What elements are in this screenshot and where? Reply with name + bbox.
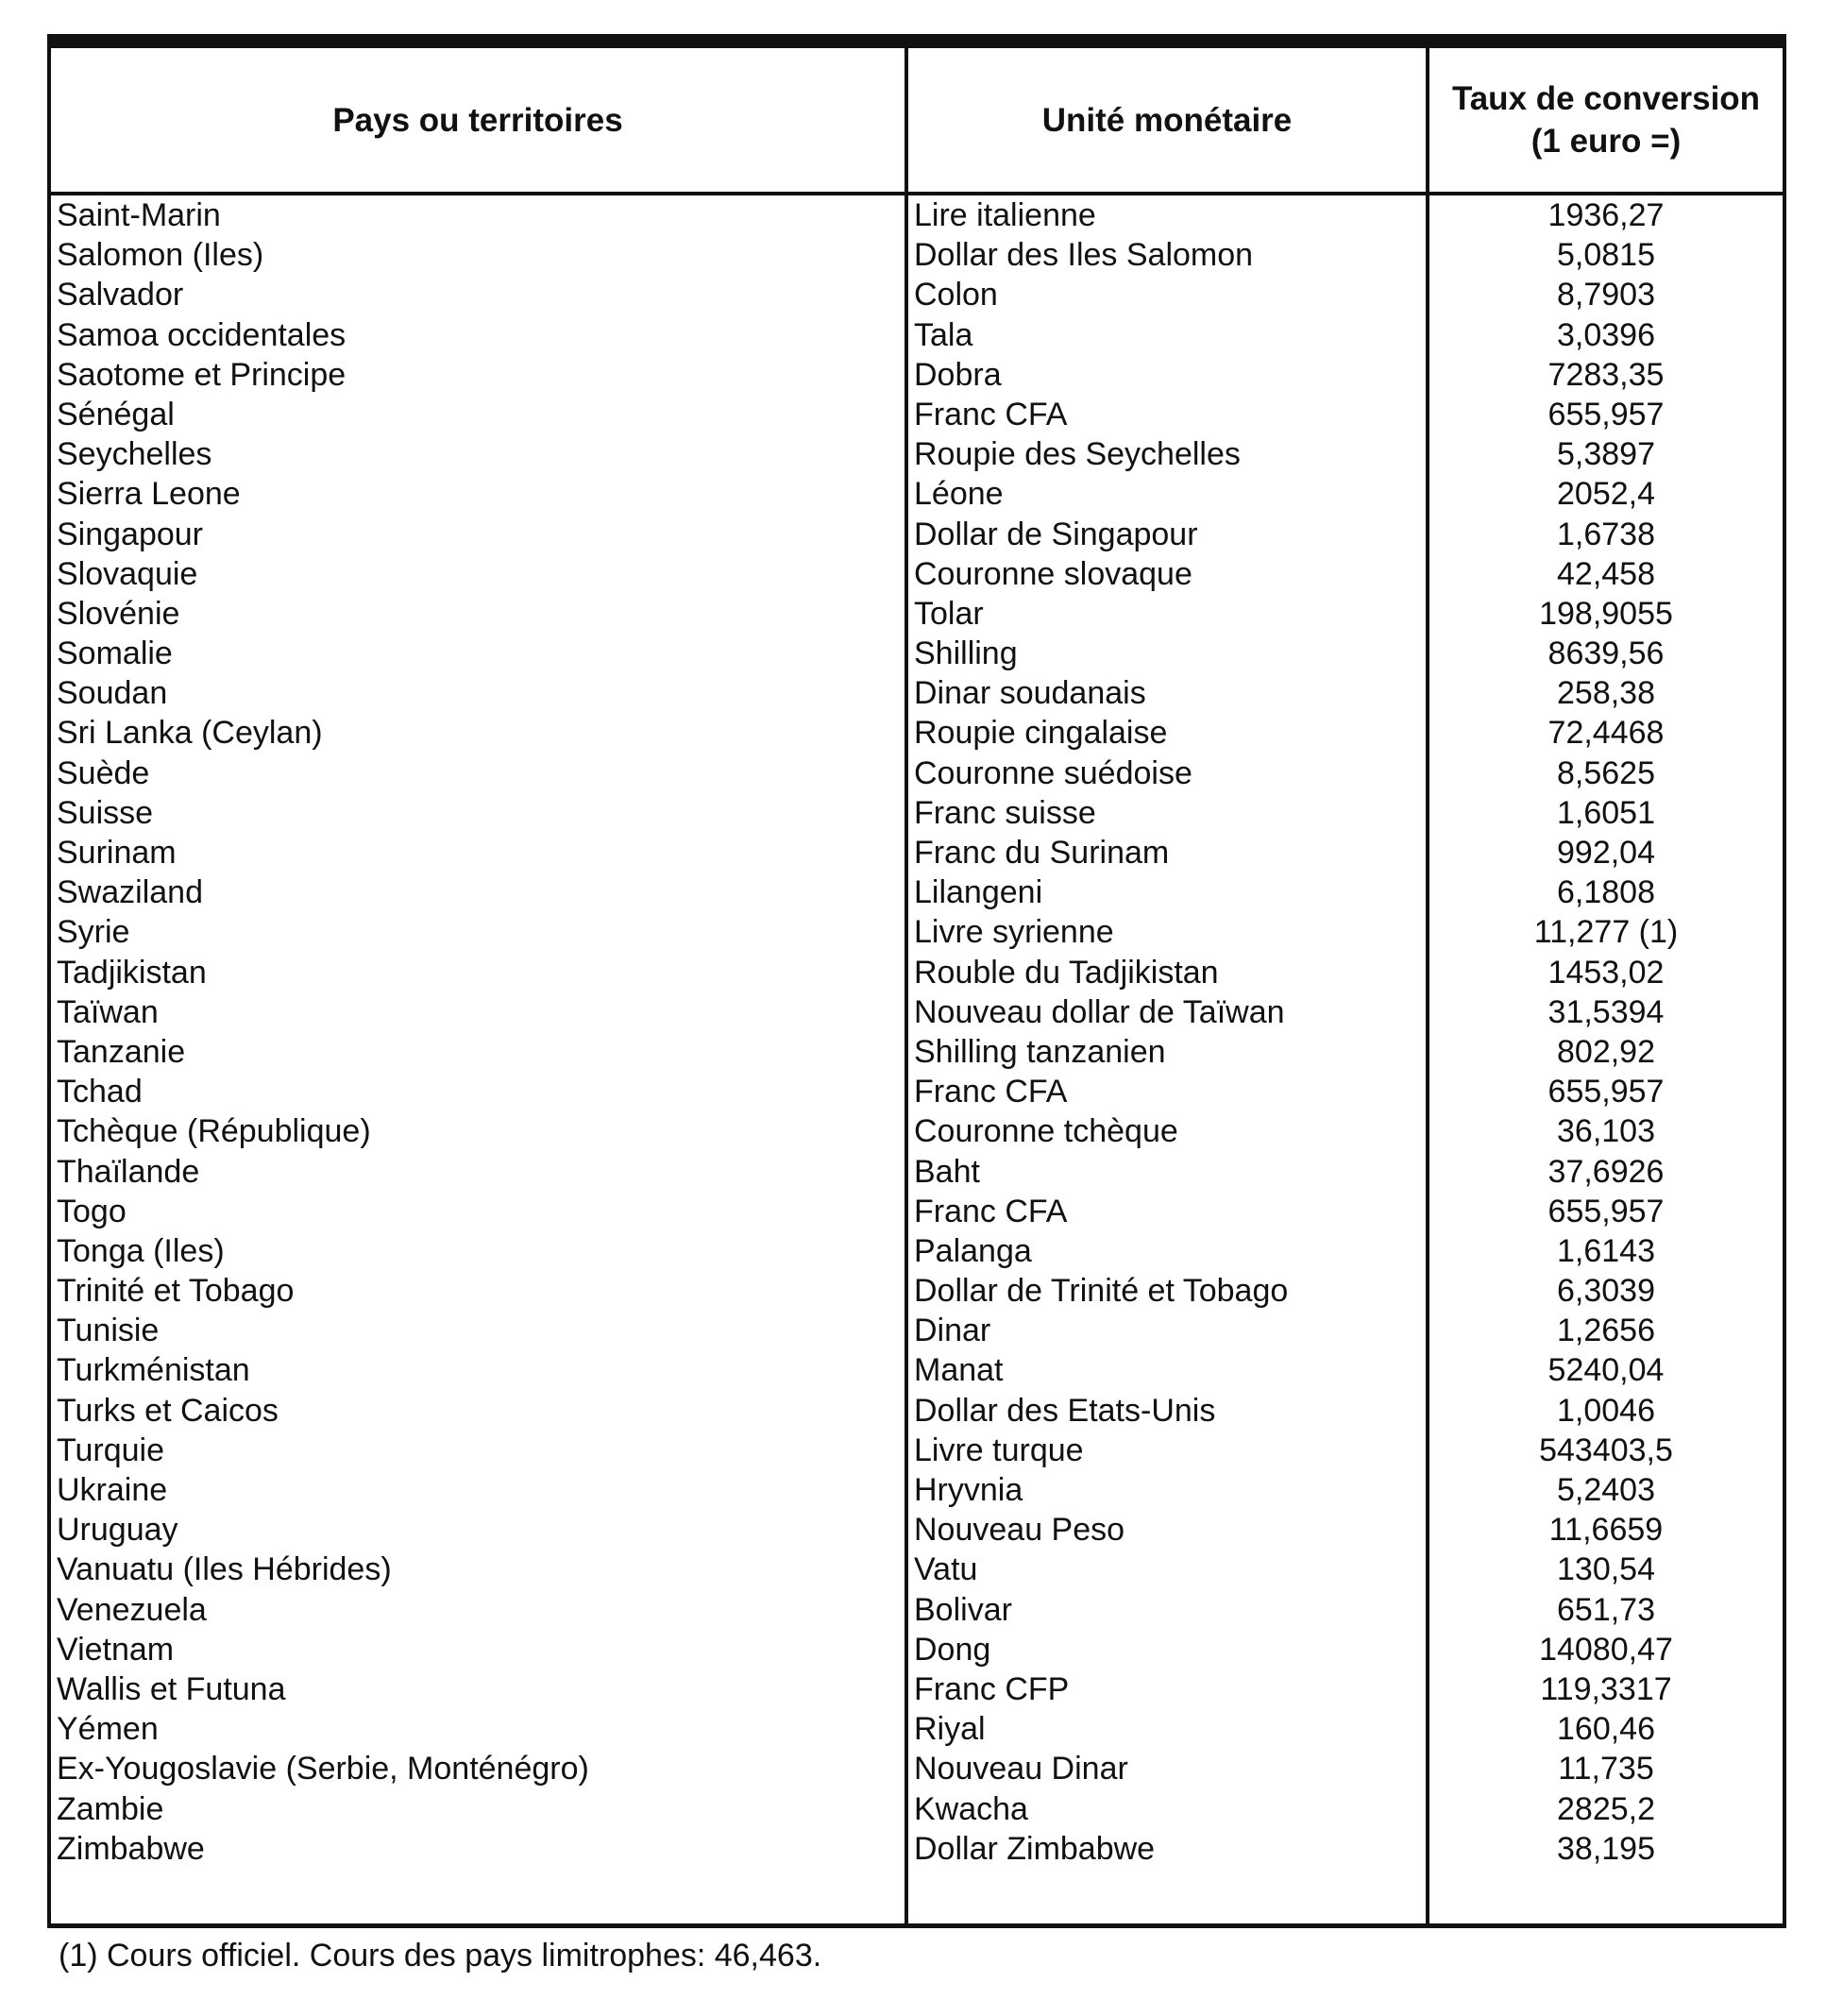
cell-currency: Lire italienne	[914, 197, 1096, 233]
cell-rate: 651,73	[1557, 1591, 1655, 1628]
cell-country: Saint-Marin	[57, 197, 221, 233]
cell-country: Seychelles	[57, 436, 212, 473]
cell-country: Tadjikistan	[57, 954, 207, 991]
cell-currency: Franc suisse	[914, 794, 1096, 831]
table-row	[51, 793, 1783, 833]
cell-currency: Dollar Zimbabwe	[914, 1830, 1156, 1867]
table-row	[51, 1590, 1783, 1630]
table-row	[51, 1669, 1783, 1709]
cell-rate: 11,735	[1558, 1751, 1654, 1787]
cell-country: Vanuatu (Iles Hébrides)	[57, 1551, 392, 1588]
cell-country: Suède	[57, 754, 150, 791]
cell-rate: 37,6926	[1547, 1153, 1665, 1190]
cell-country: Sierra Leone	[57, 476, 241, 513]
cell-currency: Dinar	[914, 1313, 991, 1349]
table-row	[51, 1470, 1783, 1510]
cell-rate: 1,6051	[1557, 794, 1655, 831]
table-row	[51, 355, 1783, 395]
table-row	[51, 754, 1783, 793]
cell-country: Taïwan	[57, 993, 159, 1030]
cell-currency: Couronne slovaque	[914, 555, 1192, 592]
cell-country: Saotome et Principe	[57, 356, 347, 393]
cell-currency: Riyal	[914, 1711, 986, 1748]
footnote: (1) Cours officiel. Cours des pays limitrophes: 46,463.	[59, 1938, 822, 1974]
header-rate	[1429, 48, 1783, 192]
table-body	[51, 195, 1783, 1869]
cell-rate: 1,2656	[1557, 1313, 1655, 1349]
cell-currency: Kwacha	[914, 1790, 1028, 1827]
cell-country: Tchad	[57, 1074, 143, 1110]
cell-rate: 2052,4	[1557, 476, 1655, 513]
cell-country: Soudan	[57, 675, 168, 712]
cell-currency: Shilling	[914, 635, 1018, 672]
cell-rate: 7283,35	[1547, 356, 1665, 393]
table-row	[51, 1152, 1783, 1192]
table-row	[51, 953, 1783, 992]
table-row	[51, 872, 1783, 912]
cell-currency: Dollar de Singapour	[914, 516, 1198, 552]
cell-country: Turkménistan	[57, 1352, 250, 1389]
cell-country: Turquie	[57, 1432, 165, 1468]
cell-rate: 14080,47	[1539, 1631, 1673, 1668]
cell-country: Vietnam	[57, 1631, 175, 1668]
cell-rate: 992,04	[1557, 835, 1655, 871]
table-row	[51, 1630, 1783, 1669]
cell-currency: Shilling tanzanien	[914, 1033, 1166, 1070]
cell-country: Zambie	[57, 1790, 164, 1827]
cell-rate: 6,3039	[1557, 1273, 1655, 1310]
cell-rate: 1936,27	[1547, 197, 1665, 233]
cell-country: Tchèque (République)	[57, 1113, 371, 1150]
cell-country: Samoa occidentales	[57, 316, 347, 353]
table-row	[51, 912, 1783, 952]
cell-currency: Couronne suédoise	[914, 754, 1192, 791]
cell-currency: Léone	[914, 476, 1004, 513]
table-header	[51, 48, 1783, 195]
cell-rate: 72,4468	[1547, 715, 1665, 752]
cell-currency: Franc du Surinam	[914, 835, 1170, 871]
cell-rate: 1453,02	[1547, 954, 1665, 991]
table-row	[51, 634, 1783, 673]
cell-currency: Bolivar	[914, 1591, 1012, 1628]
cell-currency: Baht	[914, 1153, 980, 1190]
cell-country: Syrie	[57, 914, 130, 951]
cell-rate: 2825,2	[1557, 1790, 1655, 1827]
cell-currency: Livre syrienne	[914, 914, 1114, 951]
cell-country: Tanzanie	[57, 1033, 186, 1070]
table-row	[51, 1192, 1783, 1231]
cell-currency: Rouble du Tadjikistan	[914, 954, 1219, 991]
cell-rate: 119,3317	[1540, 1670, 1672, 1707]
cell-currency: Dong	[914, 1631, 991, 1668]
table-row	[51, 1749, 1783, 1788]
table-row	[51, 474, 1783, 514]
cell-country: Slovénie	[57, 595, 180, 632]
cell-rate: 5240,04	[1547, 1352, 1665, 1389]
cell-currency: Nouveau Peso	[914, 1512, 1125, 1549]
cell-rate: 1,6143	[1557, 1232, 1655, 1269]
cell-rate: 5,2403	[1557, 1472, 1655, 1508]
table-row	[51, 1550, 1783, 1589]
cell-currency: Franc CFA	[914, 396, 1068, 432]
header-country: Pays ou territoires	[332, 101, 623, 139]
cell-currency: Dollar des Iles Salomon	[914, 237, 1254, 274]
cell-rate: 8639,56	[1547, 635, 1665, 672]
conversion-table	[47, 34, 1786, 1928]
header-currency: Unité monétaire	[1041, 101, 1293, 139]
cell-country: Sri Lanka (Ceylan)	[57, 715, 323, 752]
cell-rate: 655,957	[1547, 396, 1665, 432]
table-row	[51, 1271, 1783, 1311]
cell-currency: Lilangeni	[914, 874, 1043, 911]
cell-country: Wallis et Futuna	[57, 1670, 286, 1707]
table-row	[51, 275, 1783, 314]
table-row	[51, 1789, 1783, 1829]
cell-rate: 3,0396	[1557, 316, 1655, 353]
cell-rate: 198,9055	[1539, 595, 1673, 632]
cell-currency: Franc CFA	[914, 1193, 1068, 1229]
table-row	[51, 713, 1783, 753]
cell-rate: 11,6659	[1548, 1512, 1664, 1549]
cell-currency: Palanga	[914, 1232, 1032, 1269]
cell-country: Trinité et Tobago	[57, 1273, 295, 1310]
cell-currency: Couronne tchèque	[914, 1113, 1178, 1150]
cell-rate: 655,957	[1547, 1074, 1665, 1110]
cell-country: Ex-Yougoslavie (Serbie, Monténégro)	[57, 1751, 589, 1787]
cell-rate: 31,5394	[1547, 993, 1665, 1030]
cell-country: Uruguay	[57, 1512, 178, 1549]
cell-country: Somalie	[57, 635, 173, 672]
table-row	[51, 395, 1783, 434]
table-row	[51, 1829, 1783, 1869]
cell-currency: Nouveau Dinar	[914, 1751, 1128, 1787]
cell-currency: Tala	[914, 316, 973, 353]
table-row	[51, 594, 1783, 634]
cell-currency: Dollar de Trinité et Tobago	[914, 1273, 1289, 1310]
table-row	[51, 195, 1783, 235]
cell-rate: 5,0815	[1557, 237, 1655, 274]
table-row	[51, 1032, 1783, 1072]
cell-country: Slovaquie	[57, 555, 198, 592]
cell-country: Tunisie	[57, 1313, 160, 1349]
table-row	[51, 1391, 1783, 1431]
cell-currency: Roupie cingalaise	[914, 715, 1168, 752]
cell-country: Surinam	[57, 835, 177, 871]
cell-country: Togo	[57, 1193, 127, 1229]
cell-country: Zimbabwe	[57, 1830, 205, 1867]
cell-country: Ukraine	[57, 1472, 168, 1508]
cell-currency: Dollar des Etats-Unis	[914, 1392, 1216, 1429]
cell-rate: 160,46	[1557, 1711, 1655, 1748]
table-row	[51, 833, 1783, 872]
cell-country: Suisse	[57, 794, 154, 831]
cell-country: Sénégal	[57, 396, 175, 432]
table-row	[51, 434, 1783, 474]
header-rate-line2: (1 euro =)	[1530, 123, 1682, 160]
table-row	[51, 315, 1783, 355]
cell-currency: Franc CFP	[914, 1670, 1070, 1707]
table-row	[51, 1311, 1783, 1350]
table-row	[51, 515, 1783, 554]
cell-country: Salomon (Iles)	[57, 237, 264, 274]
table-row	[51, 1111, 1783, 1151]
table-row	[51, 673, 1783, 713]
cell-rate: 11,277 (1)	[1533, 914, 1679, 951]
cell-country: Tonga (Iles)	[57, 1232, 225, 1269]
table-row	[51, 1231, 1783, 1271]
cell-country: Swaziland	[57, 874, 203, 911]
cell-country: Yémen	[57, 1711, 159, 1748]
cell-rate: 258,38	[1557, 675, 1655, 712]
cell-rate: 8,5625	[1557, 754, 1655, 791]
cell-currency: Franc CFA	[914, 1074, 1068, 1110]
table-row	[51, 1431, 1783, 1470]
cell-currency: Tolar	[914, 595, 984, 632]
cell-rate: 6,1808	[1557, 874, 1655, 911]
cell-currency: Livre turque	[914, 1432, 1084, 1468]
cell-currency: Roupie des Seychelles	[914, 436, 1241, 473]
cell-rate: 1,0046	[1557, 1392, 1655, 1429]
table-row	[51, 1072, 1783, 1111]
cell-rate: 36,103	[1557, 1113, 1655, 1150]
cell-rate: 8,7903	[1557, 277, 1655, 313]
cell-rate: 655,957	[1547, 1193, 1665, 1229]
cell-rate: 38,195	[1557, 1830, 1655, 1867]
cell-country: Singapour	[57, 516, 204, 552]
cell-currency: Dinar soudanais	[914, 675, 1146, 712]
cell-rate: 802,92	[1557, 1033, 1655, 1070]
table-row	[51, 1350, 1783, 1390]
header-rate-line1: Taux de conversion	[1451, 80, 1761, 117]
cell-rate: 543403,5	[1539, 1432, 1673, 1468]
table-row	[51, 554, 1783, 594]
cell-currency: Dobra	[914, 356, 1002, 393]
cell-rate: 1,6738	[1557, 516, 1655, 552]
cell-rate: 130,54	[1557, 1551, 1655, 1588]
cell-rate: 5,3897	[1557, 436, 1655, 473]
table-row	[51, 235, 1783, 275]
cell-rate: 42,458	[1557, 555, 1655, 592]
cell-currency: Colon	[914, 277, 998, 313]
cell-currency: Vatu	[914, 1551, 978, 1588]
cell-currency: Hryvnia	[914, 1472, 1023, 1508]
table-row	[51, 992, 1783, 1032]
cell-country: Venezuela	[57, 1591, 207, 1628]
cell-country: Salvador	[57, 277, 184, 313]
cell-currency: Manat	[914, 1352, 1004, 1389]
table-row	[51, 1709, 1783, 1749]
cell-currency: Nouveau dollar de Taïwan	[914, 993, 1285, 1030]
cell-country: Turks et Caicos	[57, 1392, 279, 1429]
table-row	[51, 1510, 1783, 1550]
cell-country: Thaïlande	[57, 1153, 200, 1190]
